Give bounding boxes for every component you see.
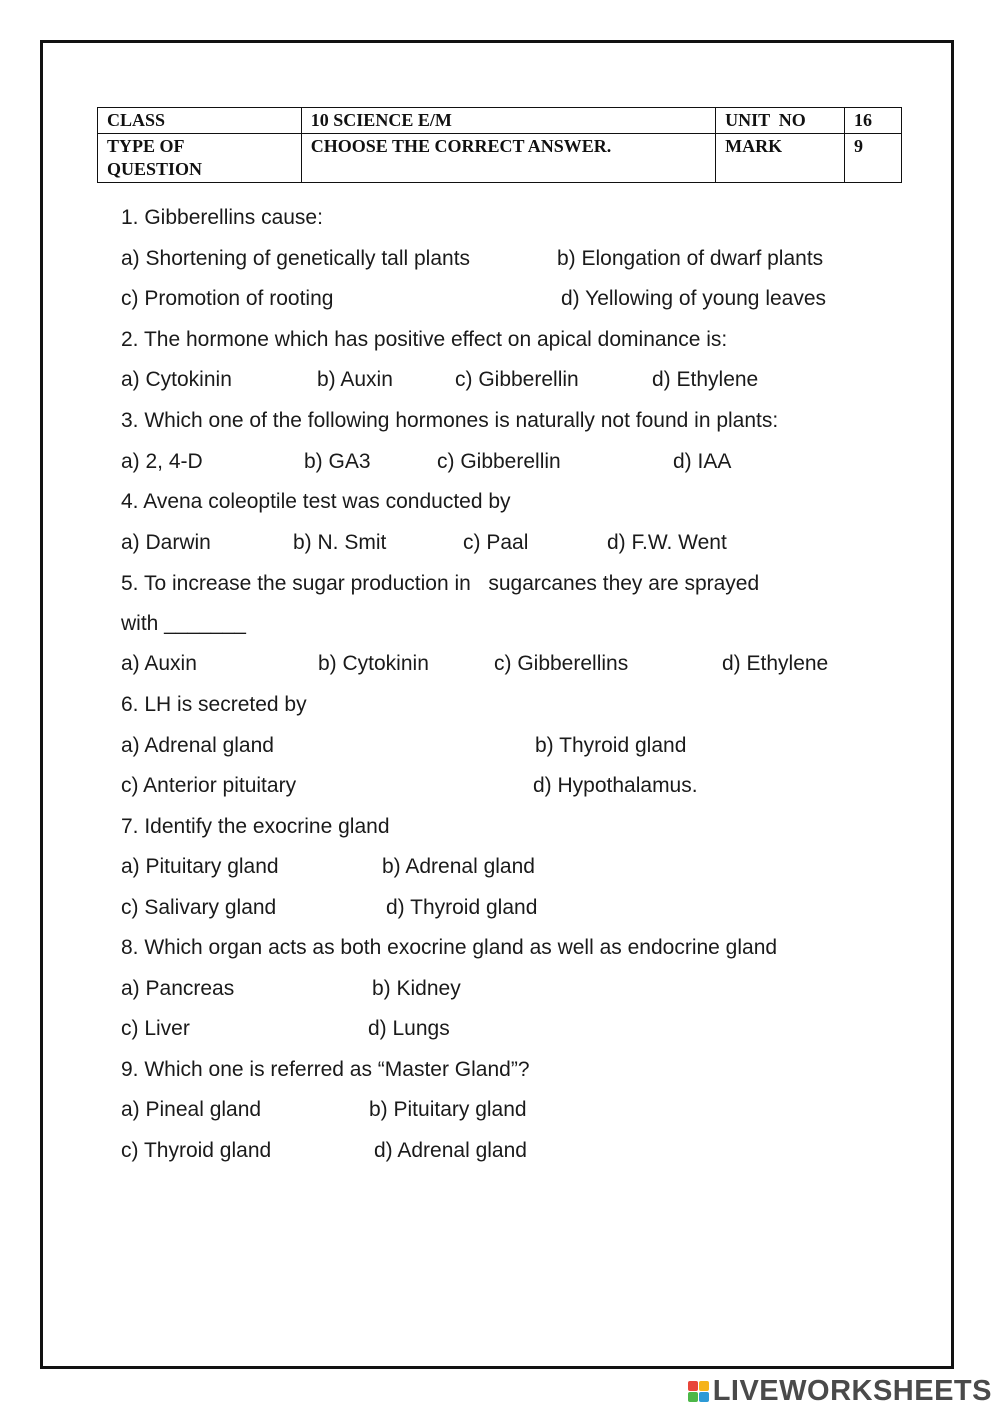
q9-option-d: d) Adrenal gland bbox=[374, 1139, 527, 1162]
q5-option-b: b) Cytokinin bbox=[318, 652, 429, 675]
q1-option-a: a) Shortening of genetically tall plants bbox=[121, 247, 471, 270]
logo-square-green bbox=[688, 1392, 698, 1402]
q3-option-b: b) GA3 bbox=[304, 450, 371, 473]
question-2: 2. The hormone which has positive effect on apical dominance is: bbox=[121, 328, 728, 351]
question-9: 9. Which one is referred as “Master Gland”? bbox=[121, 1058, 530, 1081]
logo-square-red bbox=[688, 1381, 698, 1391]
q8-option-d: d) Lungs bbox=[368, 1017, 450, 1040]
q5-option-d: d) Ethylene bbox=[722, 652, 829, 675]
question-5: 5. To increase the sugar production in sugarcanes they are sprayed bbox=[121, 572, 760, 595]
question-8: 8. Which organ acts as both exocrine gland as well as endocrine gland bbox=[121, 936, 778, 959]
liveworksheets-watermark[interactable] bbox=[688, 1374, 992, 1408]
q6-option-c: c) Anterior pituitary bbox=[121, 774, 297, 797]
header-row-type bbox=[98, 134, 902, 183]
q3-option-d: d) IAA bbox=[673, 450, 732, 473]
header-row-class bbox=[98, 108, 902, 134]
q7-option-b: b) Adrenal gland bbox=[382, 855, 535, 878]
question-6: 6. LH is secreted by bbox=[121, 693, 307, 716]
q8-option-a: a) Pancreas bbox=[121, 977, 235, 1000]
q4-option-c: c) Paal bbox=[463, 531, 529, 554]
q3-option-a: a) 2, 4-D bbox=[121, 450, 203, 473]
q5-option-c: c) Gibberellins bbox=[494, 652, 629, 675]
q2-option-c: c) Gibberellin bbox=[455, 368, 579, 391]
q7-option-a: a) Pituitary gland bbox=[121, 855, 279, 878]
q2-option-a: a) Cytokinin bbox=[121, 368, 232, 391]
unit-label: UNIT NO bbox=[716, 108, 845, 134]
q9-option-b: b) Pituitary gland bbox=[369, 1098, 527, 1121]
q4-option-d: d) F.W. Went bbox=[607, 531, 727, 554]
class-label: CLASS bbox=[98, 108, 302, 134]
q8-option-b: b) Kidney bbox=[372, 977, 461, 1000]
mark-label: MARK bbox=[716, 134, 845, 183]
q6-option-a: a) Adrenal gland bbox=[121, 734, 274, 757]
type-label-line1: TYPE OF bbox=[107, 136, 185, 156]
q8-option-c: c) Liver bbox=[121, 1017, 190, 1040]
header-table bbox=[97, 107, 902, 183]
q6-option-b: b) Thyroid gland bbox=[535, 734, 687, 757]
q4-option-b: b) N. Smit bbox=[293, 531, 387, 554]
type-label bbox=[98, 134, 302, 183]
q9-option-c: c) Thyroid gland bbox=[121, 1139, 272, 1162]
unit-value: 16 bbox=[845, 108, 902, 134]
mark-value: 9 bbox=[845, 134, 902, 183]
q1-option-c: c) Promotion of rooting bbox=[121, 287, 334, 310]
logo-square-blue bbox=[699, 1392, 709, 1402]
liveworksheets-brand-text: LIVEWORKSHEETS bbox=[712, 1374, 992, 1407]
q6-option-d: d) Hypothalamus. bbox=[533, 774, 698, 797]
question-5-line2: with _______ bbox=[121, 612, 246, 635]
q7-option-d: d) Thyroid gland bbox=[386, 896, 538, 919]
class-value: 10 SCIENCE E/M bbox=[301, 108, 715, 134]
question-7: 7. Identify the exocrine gland bbox=[121, 815, 390, 838]
type-label-line2: QUESTION bbox=[107, 159, 203, 179]
q9-option-a: a) Pineal gland bbox=[121, 1098, 262, 1121]
q2-option-d: d) Ethylene bbox=[652, 368, 759, 391]
q1-option-d: d) Yellowing of young leaves bbox=[561, 287, 827, 310]
liveworksheets-logo-icon bbox=[688, 1381, 709, 1402]
question-3: 3. Which one of the following hormones is naturally not found in plants: bbox=[121, 409, 779, 432]
logo-square-yellow bbox=[699, 1381, 709, 1391]
q1-option-b: b) Elongation of dwarf plants bbox=[557, 247, 824, 270]
question-1: 1. Gibberellins cause: bbox=[121, 206, 323, 229]
question-4: 4. Avena coleoptile test was conducted by bbox=[121, 490, 511, 513]
q4-option-a: a) Darwin bbox=[121, 531, 211, 554]
q7-option-c: c) Salivary gland bbox=[121, 896, 277, 919]
q2-option-b: b) Auxin bbox=[317, 368, 393, 391]
q5-option-a: a) Auxin bbox=[121, 652, 197, 675]
type-value: CHOOSE THE CORRECT ANSWER. bbox=[301, 134, 715, 183]
q3-option-c: c) Gibberellin bbox=[437, 450, 561, 473]
